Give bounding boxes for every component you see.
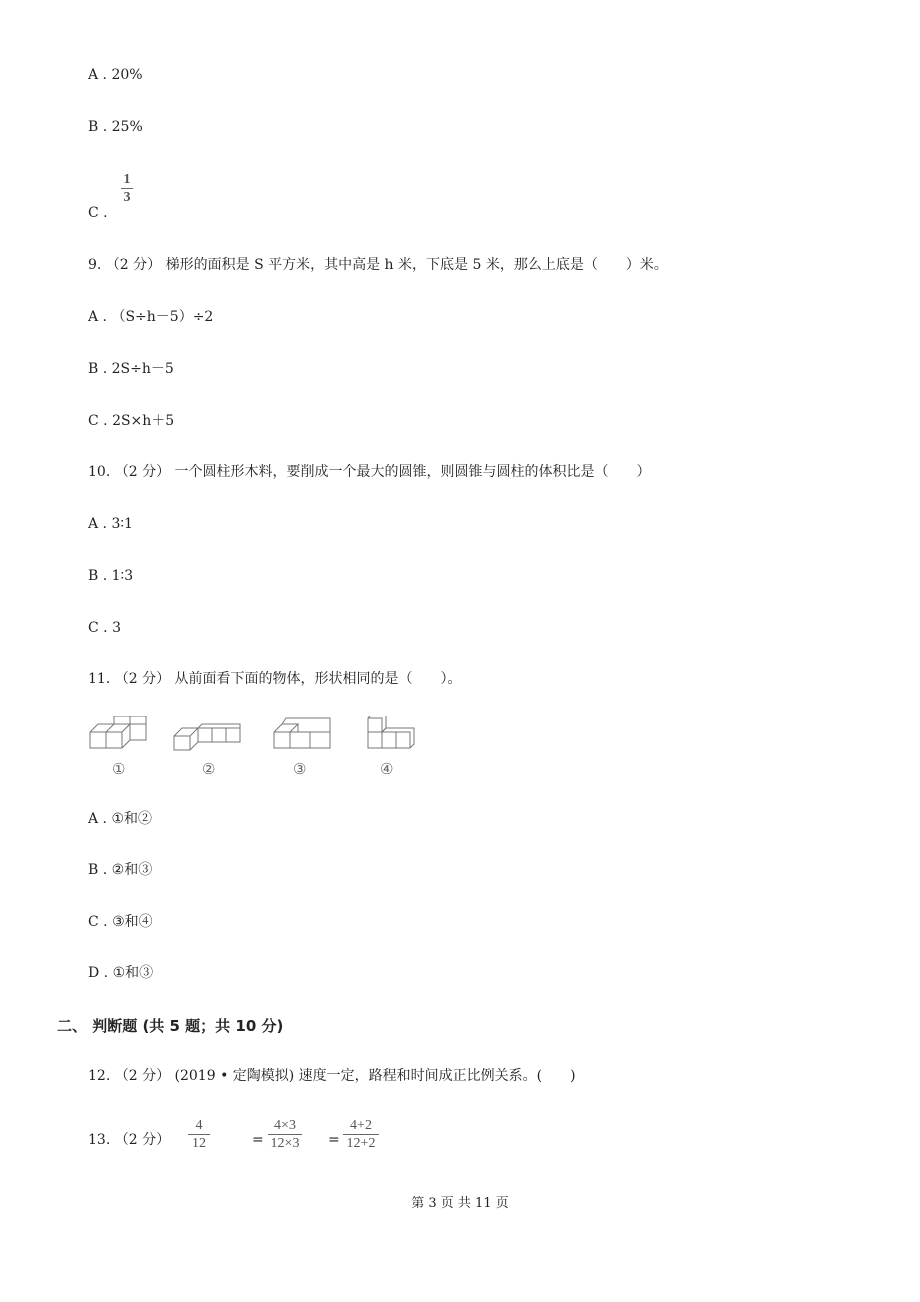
q11-option-a: A . ①和② — [88, 811, 153, 827]
fraction-denominator: 12×3 — [270, 1136, 300, 1151]
fraction-denominator: 12+2 — [346, 1136, 376, 1151]
page-footer: 第 3 页 共 11 页 — [411, 1196, 509, 1211]
q10-option-a: A . 3∶1 — [88, 516, 133, 532]
fraction-numerator: 4+2 — [350, 1118, 372, 1133]
fraction-denominator: 12 — [192, 1136, 206, 1151]
q8-option-b: B . 25% — [88, 119, 143, 135]
figure-2-label: ② — [202, 760, 216, 778]
fraction-denominator: 3 — [123, 190, 131, 205]
q9-option-c: C . 2S×h＋5 — [88, 413, 175, 429]
q10-option-b: B . 1∶3 — [88, 568, 134, 584]
fraction-2 — [268, 1118, 302, 1151]
fraction-bar — [268, 1134, 302, 1135]
q9-option-b: B . 2S÷h－5 — [88, 361, 174, 377]
fraction-numerator: 4 — [195, 1118, 203, 1133]
figure-1-label: ① — [112, 760, 126, 778]
fraction-3 — [343, 1118, 379, 1151]
cube-figure-2 — [172, 716, 244, 754]
q9-stem: 9. （2 分） 梯形的面积是 S 平方米，其中高是 h 米，下底是 5 米，那么上底是（ ）米。 — [88, 257, 668, 273]
cube-figure-1 — [88, 716, 154, 754]
q8-option-a: A . 20% — [88, 67, 143, 83]
cube-figure-3 — [272, 716, 338, 754]
equals-sign-2: = — [328, 1132, 340, 1148]
fraction-bar — [121, 188, 133, 189]
q8-option-c-fraction — [121, 172, 133, 205]
fraction-1 — [188, 1118, 210, 1151]
equals-sign-1: = — [252, 1132, 264, 1148]
q10-option-c: C . 3 — [88, 620, 121, 636]
fraction-bar — [343, 1134, 379, 1135]
q8-option-c-label: C . — [88, 205, 108, 221]
q9-option-a: A . （S÷h－5）÷2 — [88, 309, 214, 325]
figure-4-label: ④ — [380, 760, 394, 778]
fraction-numerator: 4×3 — [274, 1118, 296, 1133]
q11-stem: 11. （2 分） 从前面看下面的物体，形状相同的是（ ）。 — [88, 671, 462, 687]
fraction-bar — [188, 1134, 210, 1135]
q13-label: 13. （2 分） — [88, 1132, 171, 1148]
q11-option-d: D . ①和③ — [88, 965, 154, 981]
q11-option-b: B . ②和③ — [88, 862, 153, 878]
figure-3-label: ③ — [293, 760, 307, 778]
q12-stem: 12. （2 分） (2019 • 定陶模拟) 速度一定，路程和时间成正比例关系。( ) — [88, 1068, 576, 1084]
section-heading: 二、 判断题 (共 5 题；共 10 分) — [57, 1017, 284, 1035]
q10-stem: 10. （2 分） 一个圆柱形木料，要削成一个最大的圆锥，则圆锥与圆柱的体积比是（ ） — [88, 464, 651, 480]
cube-figure-4 — [362, 716, 418, 754]
q11-option-c: C . ③和④ — [88, 914, 153, 930]
fraction-numerator: 1 — [123, 172, 131, 187]
